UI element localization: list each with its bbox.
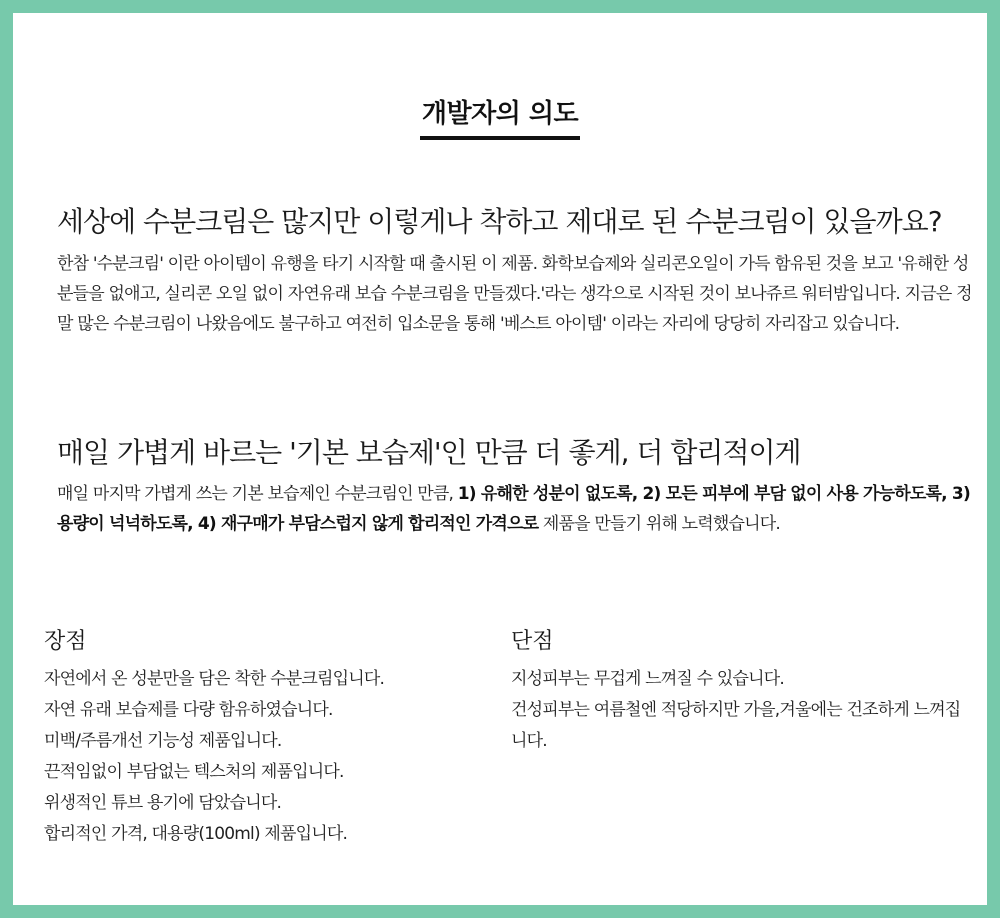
pros-title: 장점 bbox=[44, 629, 87, 654]
cons-item: 지성피부는 무겁게 느껴질 수 있습니다. bbox=[511, 669, 784, 689]
section1-heading: 세상에 수분크림은 많지만 이렇게나 착하고 제대로 된 수분크림이 있을까요? bbox=[57, 205, 942, 238]
cons-item: 건성피부는 여름철엔 적당하지만 가을,겨울에는 건조하게 느껴집니다. bbox=[511, 700, 961, 751]
section1-body: 한참 '수분크림' 이란 아이템이 유행을 타기 시작할 때 출시된 이 제품. 화학보습제와 실리콘오일이 가득 함유된 것을 보고 '유해한 성분들을 없애고, 실리콘 오일 없이 자연유래 보습 수분크림을 만들겠다.'라는 생각으로 시작된 것이 보나쥬르 워터밤입니다. 지금은 정말 많은 수분크림이 나왔음에도 불구하고 여전히 입소문을 통해 '베스트 아이템' 이라는 자리에 당당히 자리잡고 있습니다. bbox=[57, 254, 972, 334]
pros-item: 자연에서 온 성분만을 담은 착한 수분크림입니다. bbox=[44, 669, 385, 689]
pros-list bbox=[44, 664, 484, 850]
pros-item: 미백/주름개선 기능성 제품입니다. bbox=[44, 731, 282, 751]
cons-title: 단점 bbox=[511, 629, 554, 654]
section2-body bbox=[57, 479, 972, 539]
pros-item: 자연 유래 보습제를 다량 함유하였습니다. bbox=[44, 700, 333, 720]
section2-heading: 매일 가볍게 바르는 '기본 보습제'인 만큼 더 좋게, 더 합리적이게 bbox=[57, 436, 801, 469]
section2-body-bold: 1) 유해한 성분이 없도록, 2) 모든 피부에 부담 없이 사용 가능하도록, 3) 용량이 넉넉하도록, 4) 재구매가 부담스럽지 않게 합리적인 가격으로 bbox=[57, 484, 970, 534]
pros-item: 위생적인 튜브 용기에 담았습니다. bbox=[44, 793, 282, 813]
cons-list bbox=[511, 664, 961, 757]
page-title: 개발자의 의도 bbox=[420, 93, 580, 140]
pros-item: 끈적임없이 부담없는 텍스처의 제품입니다. bbox=[44, 762, 344, 782]
section2-body-intro: 매일 마지막 가볍게 쓰는 기본 보습제인 수분크림인 만큼, bbox=[57, 484, 458, 504]
title-wrap bbox=[13, 93, 987, 140]
pros-item: 합리적인 가격, 대용량(100ml) 제품입니다. bbox=[44, 824, 348, 844]
section2-body-end: 제품을 만들기 위해 노력했습니다. bbox=[538, 514, 781, 534]
